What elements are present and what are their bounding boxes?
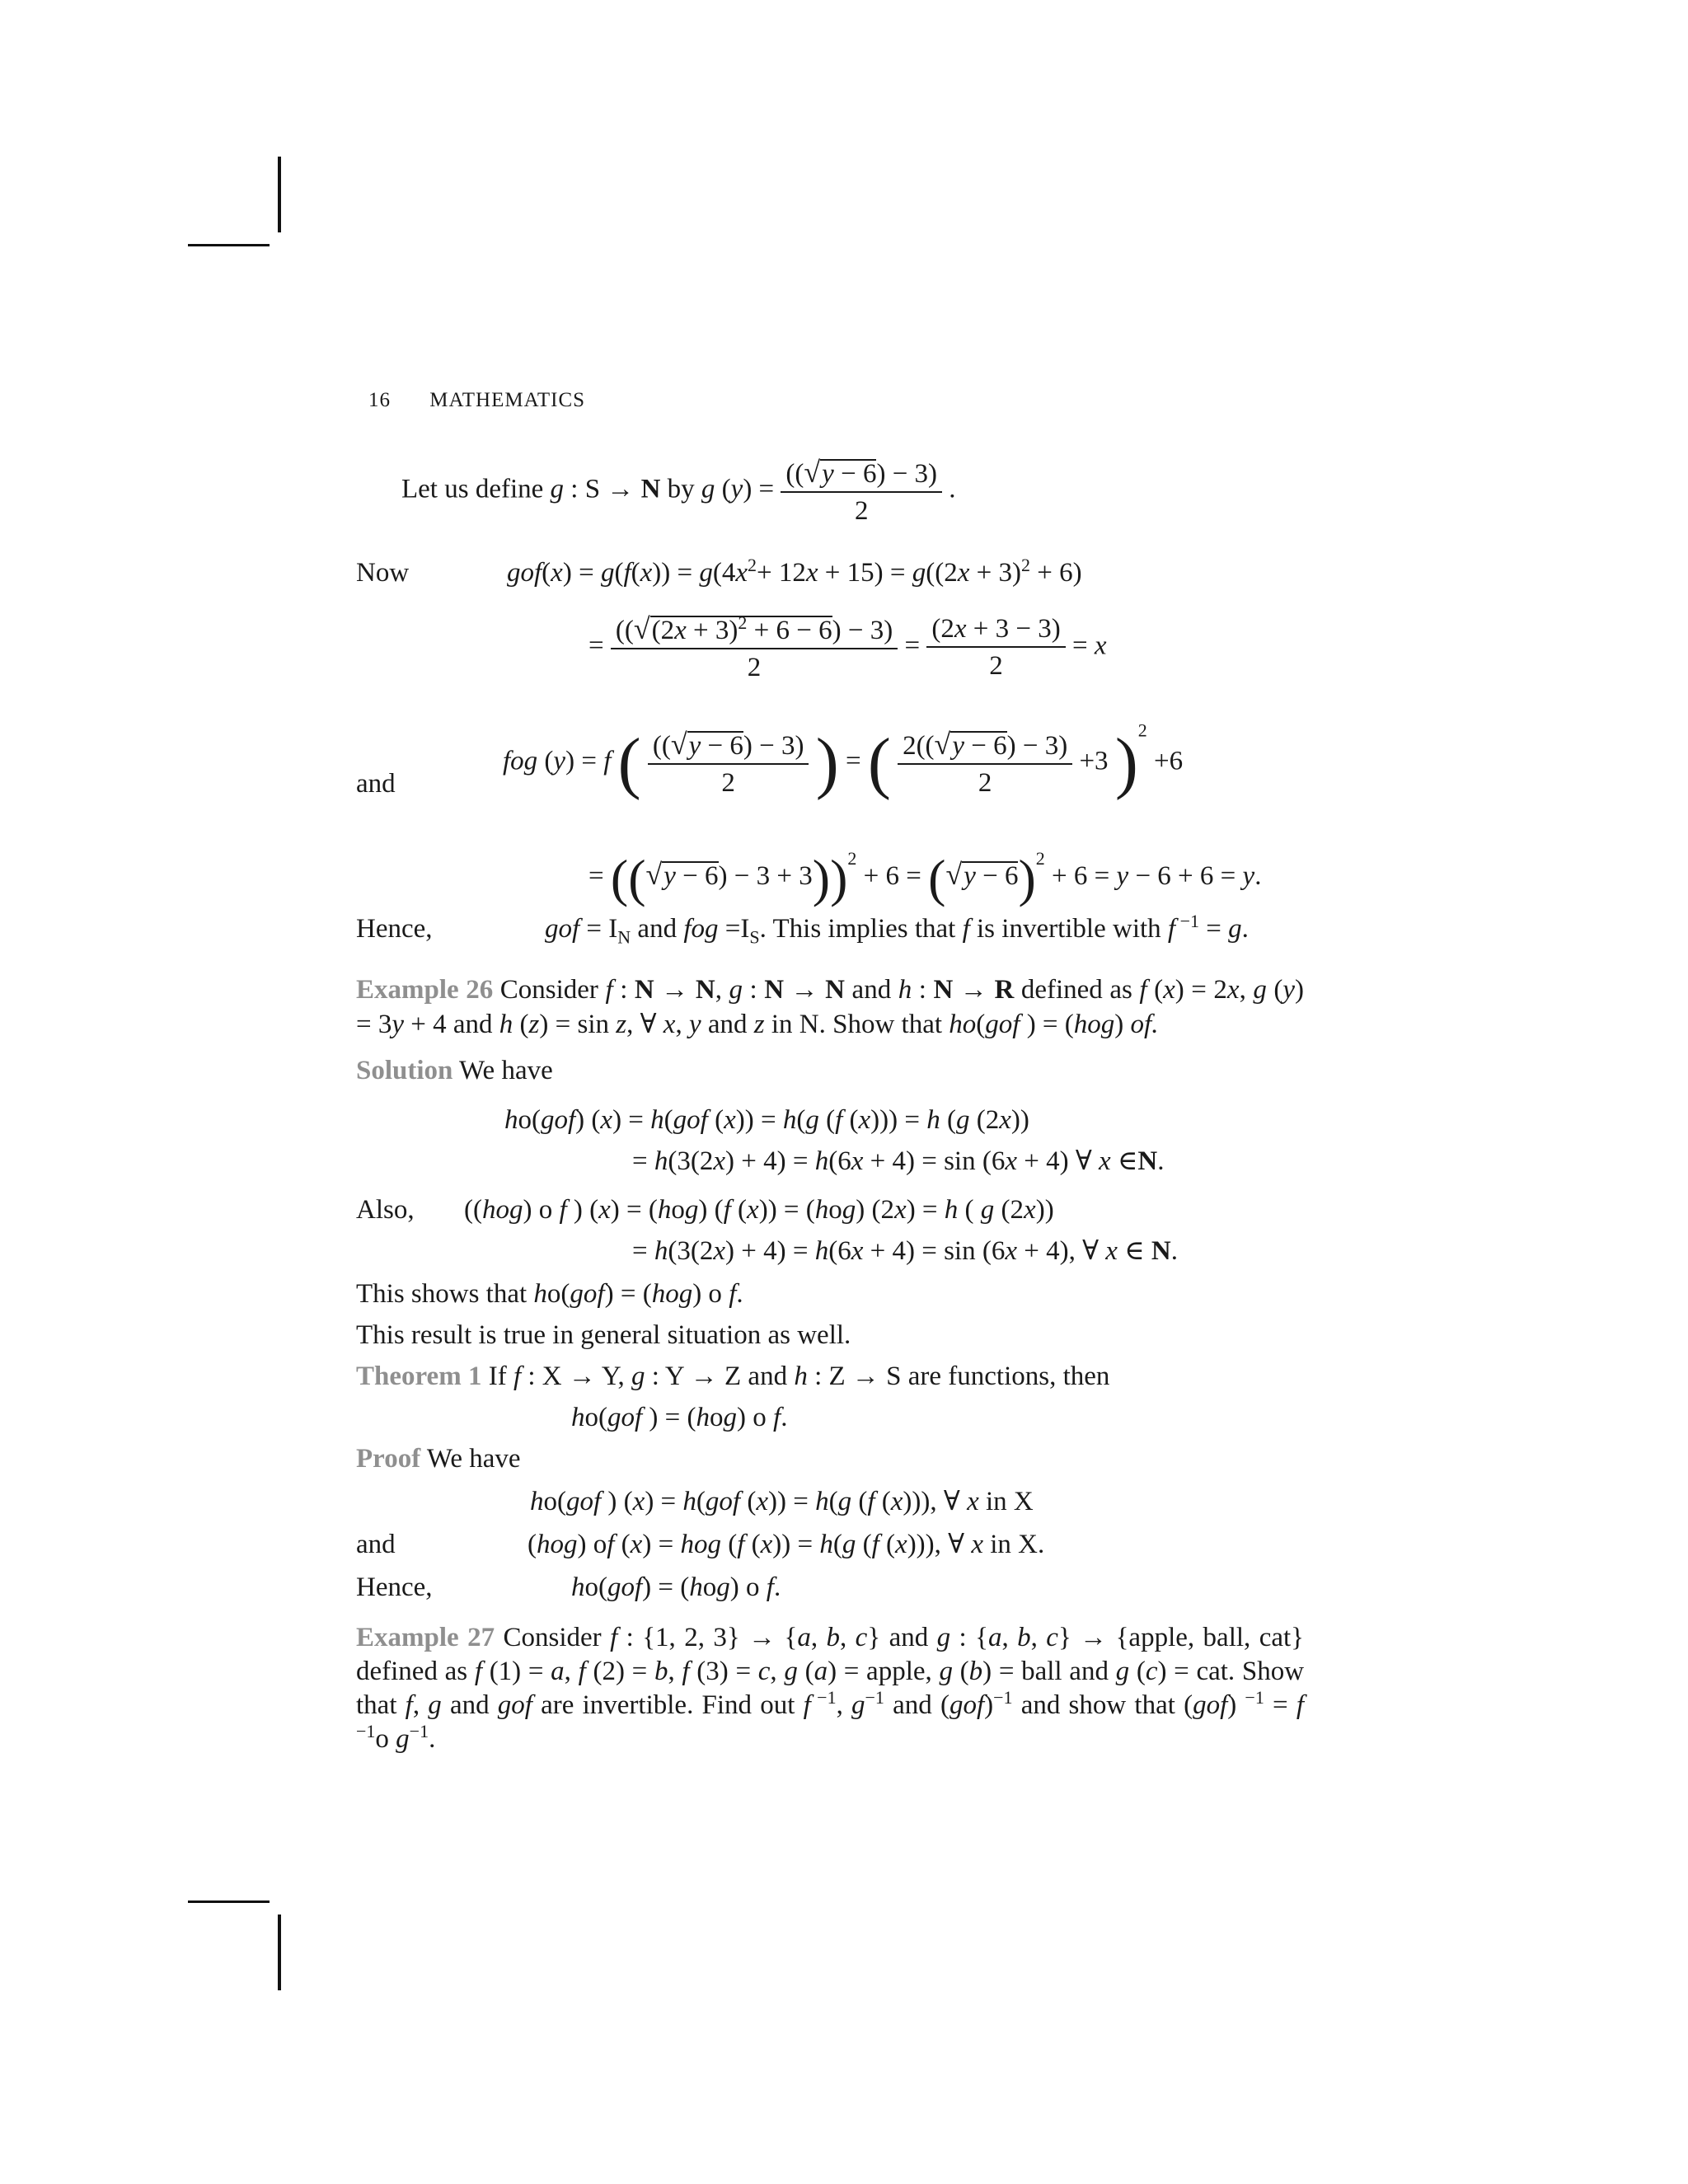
fog-expansion: fog (y) = f ( $\frac{((√y - 6) - 3)}{2}$ ) = ( $\frac{2((√y - 6) - 3)}{2}$ +3 )$^2$ +6 xyxy=(503,719,1184,802)
and-label-1: and xyxy=(356,769,396,799)
general-line: This result is true in general situation as well. xyxy=(356,1320,851,1350)
gof-simplification: = $\frac{((√(2x + 3)^2 + 6 - 6) - 3)}{2}$ = $\frac{(2x + 3 - 3)}{2}$ = x xyxy=(588,612,1107,682)
solution-heading: Solution xyxy=(356,1056,453,1085)
also-label: Also, xyxy=(356,1195,415,1225)
define-g-line: Let us define g : S → N by g (y) = $\frac{((√y - 6) - 3)}{2}$ . xyxy=(401,456,956,526)
proof-conclusion: ho(gof) = (hog) o f. xyxy=(571,1572,781,1602)
invertible-text: is invertible with xyxy=(977,914,1161,944)
proof-line xyxy=(356,1446,521,1473)
hence-inverse-statement: gof = $I_N$ and fog $=I_S$. This implies that f is invertible with f $^{-1}$ = g. xyxy=(545,911,1249,948)
and-label-2: and xyxy=(356,1530,396,1559)
page-number: 16 xyxy=(368,389,391,411)
solution-eq-1: ho(gof) (x) = h(gof (x)) = h(g (f (x))) = h (g (2x)) xyxy=(504,1105,1029,1135)
example-27: Example 27 Consider f : {1, 2, 3} → {a, b, c} and g : {a, b, c} → {apple, ball, cat} defined as f (1) = a, f (2) = b, f (3) = c, g (a) = apple, g (b) = ball and g (c) = cat. Show that f, g and gof are invertible. Find out f $^{-1}$, $g^{-1}$ and (gof)$^{-1}$ and show that (gof) $^{-1}$ = f $^{-1}$o $g^{-1}$. xyxy=(356,1623,1305,1754)
fog-simplification: = $((√y - 6) - 3 + 3))^2 + 6 = (√y - 6)^2 + 6 = y - 6 + 6 = y$. xyxy=(588,848,1262,907)
proof-eq-1: ho(gof ) (x) = h(gof (x)) = h(g (f (x))), ∀ x in X xyxy=(530,1487,1034,1516)
g-definition-fraction: $\frac{((√y - 6) - 3)}{2}$ xyxy=(781,457,942,525)
gof-expansion: $gof(x) = g(f(x)) = g(4x^2+ 12x + 15) = g((2x + 3)^2 + 6)$ xyxy=(507,555,1082,588)
solution-eq-3: ((hog) o f ) (x) = (hog) (f (x)) = (hog) (2x) = h ( g (2x)) xyxy=(464,1195,1054,1225)
now-label: Now xyxy=(356,558,410,588)
hence-label-1: Hence, xyxy=(356,914,433,944)
proof-we-have: We have xyxy=(426,1444,521,1474)
solution-line xyxy=(356,1057,553,1085)
theorem-1: Theorem 1 If f : X → Y, g : Y → Z and h : Z → S are functions, then xyxy=(356,1361,1110,1391)
define-g-intro: Let us define xyxy=(401,474,544,504)
example-26-heading: Example 26 xyxy=(356,975,494,1005)
crop-mark-bottom-vertical xyxy=(278,1915,281,1990)
implies-text: This implies that xyxy=(772,914,956,944)
example-27-heading: Example 27 xyxy=(356,1623,495,1652)
solution-we-have: We have xyxy=(459,1056,553,1085)
crop-mark-bottom-horizontal xyxy=(188,1900,270,1903)
theorem-heading: Theorem 1 xyxy=(356,1361,482,1391)
solution-eq-4: = h(3(2x) + 4) = h(6x + 4) = sin (6x + 4), ∀ x ∈ N. xyxy=(632,1236,1178,1266)
example-26: Example 26 Consider f : N → N, g : N → N and h : N → R defined as f (x) = 2x, g (y) = 3y + 4 and h (z) = sin z, ∀ x, y and z in N. Show that ho(gof ) = (hog) of. xyxy=(356,975,1305,1039)
proof-heading: Proof xyxy=(356,1444,421,1474)
hence-label-2: Hence, xyxy=(356,1572,433,1602)
solution-eq-2: = h(3(2x) + 4) = h(6x + 4) = sin (6x + 4) ∀ x ∈N. xyxy=(632,1146,1165,1176)
running-header xyxy=(368,389,585,412)
crop-mark-top-horizontal xyxy=(188,244,270,246)
running-title: MATHEMATICS xyxy=(429,389,586,411)
proof-eq-2: (hog) of (x) = hog (f (x)) = h(g (f (x))), ∀ x in X. xyxy=(528,1530,1045,1559)
theorem-statement: ho(gof ) = (hog) o f. xyxy=(571,1403,788,1432)
crop-mark-top-vertical xyxy=(278,157,281,232)
shows-that-line: This shows that ho(gof) = (hog) o f. xyxy=(356,1279,743,1309)
